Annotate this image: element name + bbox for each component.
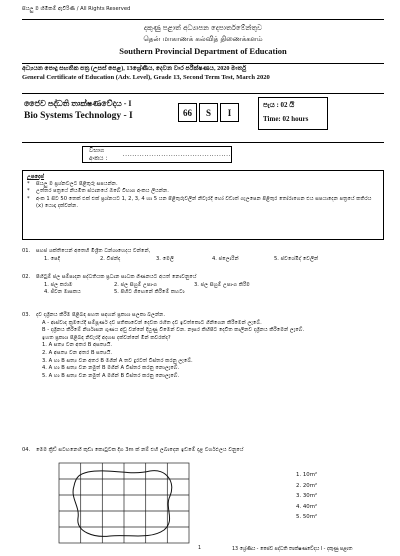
subject-band	[22, 93, 384, 143]
exam-title-english: General Certificate of Education (Adv. Level), Grade 13, Second Term Test, March 2020	[22, 74, 270, 81]
header-english: Southern Provincial Department of Education	[119, 46, 287, 56]
statement-a: A - ආස්වාද ක්‍රමයේදී සම්පූර්ණ දව පතිකාවෙන් දෙවක රහිත දව ඉවත්කොට ගිනිගෙන කිරීමෙන් ලැබේ.	[42, 319, 262, 326]
land-grid-diagram	[58, 462, 190, 548]
option: 2. ජල සිහුම් උපාංග	[114, 281, 158, 288]
question-options	[22, 289, 384, 297]
option: 1. A සත්‍ය වන අතර B අසත්‍යයි.	[42, 342, 113, 349]
question-number: 02.	[22, 274, 31, 280]
option: 3. 30m²	[296, 493, 318, 499]
exam-page	[22, 6, 384, 551]
grid-svg	[58, 462, 190, 544]
copyright-note: සියලු ම හිමිකම් ඇවිරිණි / All Rights Reserved	[22, 6, 131, 12]
option: 5. A හා B සත්‍ය වන නමුත් A මගින් B විස්තර කරනු නොලැබේ.	[42, 372, 180, 379]
exam-title-sinhala: අධ්‍යයන පොදු සහතික පත්‍ර (උසස් පෙළ), 13ශ්‍රේණිය, දෙවන වාර පරීක්ෂණය, 2020 මාර්තු	[22, 65, 247, 72]
option: 5. ජවශේමිද් වෙලින්	[274, 255, 319, 262]
option: 5. 50m²	[296, 514, 318, 520]
instruction-item: * සියලු ම ප්‍රශ්නවලට පිළිතුරු සපයන්න.	[27, 181, 118, 188]
question-3	[22, 312, 384, 380]
statement-b: B - දශ්‍රීනය කිරීමේ නිර්ශාසන ගුණය අඩු වන්නේ දියුණු විමෙන් වන. නෑසර කිහිපිට දෙවිත කාලීනව දශ්‍රීනය කිරීමෙන් ලැබේ.	[42, 327, 305, 334]
instruction-item: * උත්තර පත්‍රයේ නියමිත ස්ථානයේ ඔබේ විභාග අංකය ලියන්න.	[27, 188, 169, 195]
option: 5. පිහිට ගිඟෙනේ කිරීමේ කහටා	[114, 289, 185, 296]
question-4-options	[296, 470, 317, 523]
question-text: සහජ ශක්තියෙන් අතෙහි මිශ්‍රිත ධන්ශාභෙදය වන්නේ,	[36, 248, 151, 254]
question-options	[22, 256, 384, 264]
option: 3. ජල සිහුම් උපාංග කිරීම	[194, 281, 250, 288]
option: 2. A අසත්‍ය වන අතර B සත්‍යයි.	[42, 349, 113, 356]
question-text: දව දශ්‍රීනය කිරීම පිළිබඳ පහත සඳහන් ප්‍රකාශ සලකා බලන්න.	[36, 312, 166, 318]
question-1	[22, 248, 384, 263]
index-number-field	[82, 146, 232, 163]
department-header	[22, 19, 384, 64]
option: 3. A හා B සත්‍ය වන අතර B මගින් A තව දුරටත් විස්තර කරනු ලැබේ.	[42, 357, 193, 364]
time-box	[258, 97, 328, 130]
subject-name-sinhala: ජෛව පද්ධති තාක්ෂණවේදය - I	[24, 99, 132, 108]
header-tamil: தென் மாகாணக் கல்வித் திணைக்களம்	[143, 35, 263, 43]
question-number: 01.	[22, 248, 31, 254]
option: 4. A හා B සත්‍ය වන නමුත් B මගින් A විස්තර කරනු නොලැබේ.	[42, 365, 180, 372]
exam-title	[22, 65, 384, 81]
subject-code-box: S	[199, 103, 218, 122]
instructions-heading: උපදෙස්	[27, 174, 45, 180]
instructions-box	[22, 170, 384, 240]
subject-name-english: Bio Systems Technology - I	[24, 111, 133, 121]
option: 1. 10m²	[296, 472, 318, 478]
index-number-dots: .............................................	[122, 151, 231, 158]
question-4	[22, 447, 384, 455]
option: 1. පෙදි	[44, 255, 60, 262]
index-number-label: විභාග අංකය :	[89, 146, 108, 162]
option: 4. ජිවන මාසකය	[44, 289, 81, 296]
option: 4. ජලොරින්	[212, 255, 239, 262]
footer-text: 13 ශ්‍රේණිය - ජෛව පද්ධති තාක්ෂණවේදය I - දකුණු පළාත	[232, 547, 353, 552]
header-sinhala: දකුණු පළාත් අධ්‍යාපන දෙපාර්තමේන්තුව	[143, 24, 263, 32]
question-2	[22, 274, 384, 297]
option: 2. 20m²	[296, 482, 318, 489]
page-number: 1	[198, 546, 202, 551]
question-number: 04.	[22, 447, 31, 453]
land-boundary	[73, 471, 172, 537]
subject-code	[178, 103, 239, 122]
instruction-item: * අංක 1 සිට 50 තෙක් එක් එක් ප්‍රශ්නයට 1, 2, 3, 4 හා 5 යන පිළිතුරුවලින් නිවැරදි හෝ වඩාත් ගැලපෙන පිළිතුර තෝරාගෙන එය සපයාදෙන පත්‍රයේ කතිරය (x) යොදා දක්වන්න.	[27, 195, 372, 209]
question-text: පිහිටුම් ජල සම්පාදන පද්ධතියක ප්‍රධාන සාධක ගිණනයට අයත් නොවනුයේ	[36, 274, 197, 280]
option: 3. මෙලි	[156, 255, 174, 262]
time-english: Time: 02 hours	[263, 115, 309, 123]
option: 4. 40m²	[296, 503, 318, 510]
option: 2. විජන්ද	[100, 255, 121, 262]
question-text: මෙම ක්‍රිඩ් සටහනෙහි කුඩා කොටුවක දිග 3m ක් නම් එහි ලබාදෙන ඉඩමේ දළ වර්ගඵලය වනුයේ	[36, 447, 244, 453]
subject-code-box: I	[220, 103, 239, 122]
subject-name	[24, 99, 133, 121]
subject-code-box: 66	[178, 103, 197, 122]
time-sinhala: පැය : 02 යි	[263, 101, 295, 109]
question-prompt: ඉහත ප්‍රකාශ පිළිබඳ නිවැරදි අදහස දක්වන්නේ මින් කවරක්ද?	[42, 334, 171, 341]
option: 1. ජල කරාම	[44, 281, 73, 288]
question-number: 03.	[22, 312, 31, 318]
